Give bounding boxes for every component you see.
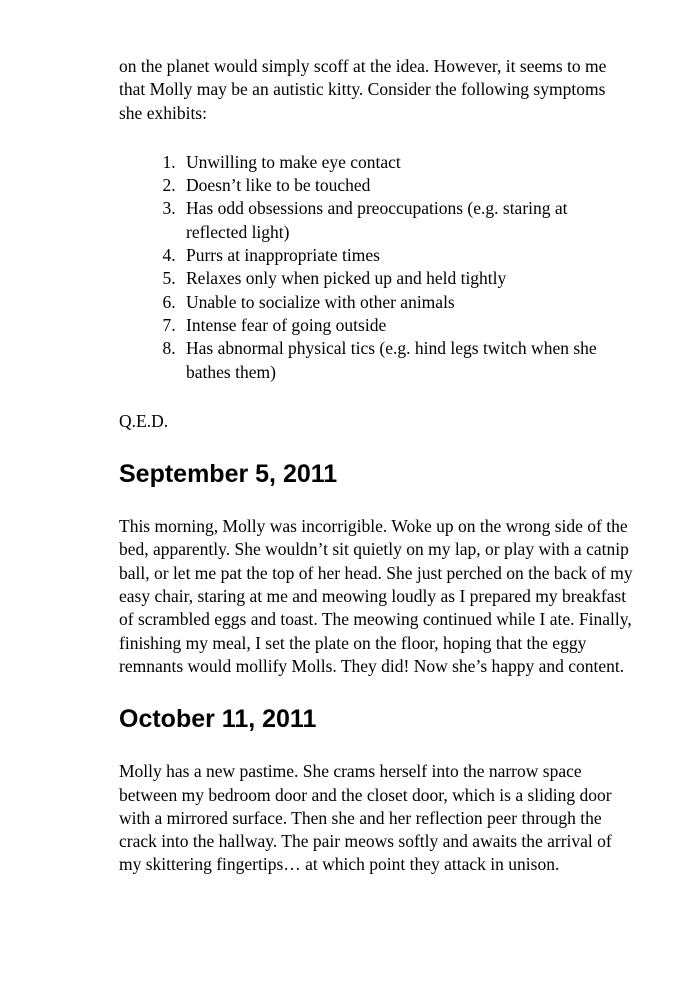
symptoms-list xyxy=(119,151,633,384)
entry-paragraph-october: Molly has a new pastime. She crams herself into the narrow space between my bedroom door and the closet door, which is a sliding door with a mirrored surface. Then she and her reflection peer through the crack into the hallway. The pair meows softly and awaits the arrival of my skittering fingertips… at which point they attack in unison. xyxy=(119,761,612,875)
list-item: 4. Purrs at inappropriate times xyxy=(180,244,633,267)
list-item: 7. Intense fear of going outside xyxy=(180,314,633,337)
list-item: 5. Relaxes only when picked up and held tightly xyxy=(180,267,633,290)
entry-heading-october: October 11, 2011 xyxy=(119,705,317,734)
list-item: 1. Unwilling to make eye contact xyxy=(180,151,633,174)
list-item: 8. Has abnormal physical tics (e.g. hind legs twitch when she bathes them) xyxy=(180,337,633,384)
document-content xyxy=(119,55,633,877)
list-item: 3. Has odd obsessions and preoccupations (e.g. staring at reflected light) xyxy=(180,197,633,244)
list-item: 2. Doesn’t like to be touched xyxy=(180,174,633,197)
list-item: 6. Unable to socialize with other animals xyxy=(180,291,633,314)
intro-paragraph: on the planet would simply scoff at the idea. However, it seems to me that Molly may be an autistic kitty. Consider the following symptoms she exhibits: xyxy=(119,56,607,123)
entry-paragraph-september: This morning, Molly was incorrigible. Woke up on the wrong side of the bed, apparently. She wouldn’t sit quietly on my lap, or play with a catnip ball, or let me pat the top of her head. She just perched on the back of my easy chair, staring at me and meowing loudly as I prepared my breakfast of scrambled eggs and toast. The meowing continued while I ate. Finally, finishing my meal, I set the plate on the floor, hoping that the eggy remnants would mollify Molls. They did! Now she’s happy and content. xyxy=(119,516,633,676)
qed-text: Q.E.D. xyxy=(119,410,169,431)
entry-heading-september: September 5, 2011 xyxy=(119,460,338,489)
